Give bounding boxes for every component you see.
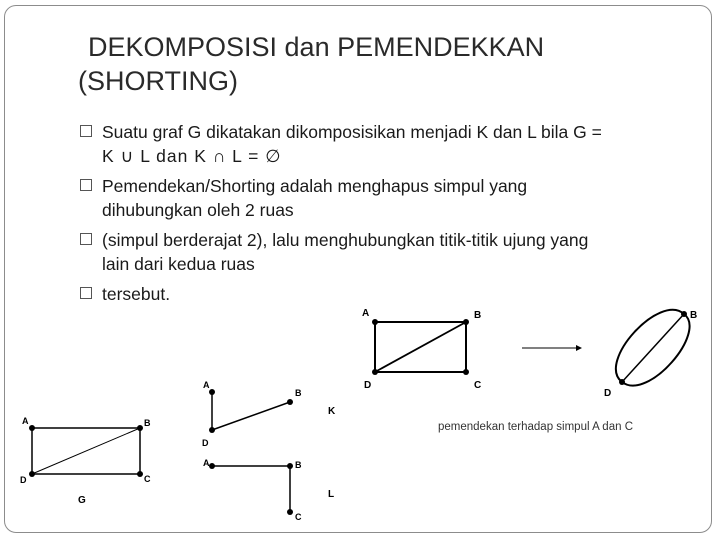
- graph-before-shorting: [362, 308, 481, 391]
- vertex-label: C: [295, 512, 302, 522]
- graph-caption: K: [328, 406, 336, 417]
- title-line-2: (SHORTING): [78, 66, 238, 96]
- vertex-label: B: [295, 388, 302, 398]
- graph-l: [203, 458, 334, 522]
- vertex-label: A: [203, 458, 210, 468]
- vertex-label: B: [690, 310, 698, 321]
- graph-k: [202, 380, 336, 448]
- graph-caption: L: [328, 489, 335, 500]
- vertex-label: D: [364, 380, 372, 391]
- vertex-label: D: [202, 438, 209, 448]
- vertex-label: D: [20, 475, 27, 485]
- vertex-label: B: [144, 418, 151, 428]
- graph-after-shorting: [604, 310, 697, 399]
- vertex-label: A: [362, 308, 370, 319]
- arrow-icon: [522, 345, 582, 351]
- vertex-label: B: [474, 310, 482, 321]
- shorting-caption: pemendekan terhadap simpul A dan C: [438, 421, 633, 433]
- graph-caption: G: [78, 495, 86, 506]
- bullet-text-line1: Suatu graf G dikatakan dikomposisikan menjadi K dan L bila G =: [102, 122, 602, 142]
- vertex-label: A: [22, 416, 29, 426]
- bullet-text-line1: Pemendekan/Shorting adalah menghapus simpul yang: [102, 176, 528, 196]
- vertex-label: B: [295, 460, 302, 470]
- vertex-label: A: [203, 380, 210, 390]
- vertex-label: C: [474, 380, 482, 391]
- vertex-label: C: [144, 474, 151, 484]
- bullet-text-line2: K ∪ L dan K ∩ L = ∅: [102, 146, 282, 166]
- bullet-text-line2: lain dari kedua ruas: [102, 254, 255, 274]
- bullet-text-line2: dihubungkan oleh 2 ruas: [102, 200, 294, 220]
- graph-g: [20, 416, 151, 506]
- vertex-label: D: [604, 388, 612, 399]
- bullet-text-line1: tersebut.: [102, 284, 171, 304]
- bullet-text-line1: (simpul berderajat 2), lalu menghubungkan titik-titik ujung yang: [102, 230, 589, 250]
- title-line-1: DEKOMPOSISI dan PEMENDEKKAN: [88, 32, 545, 62]
